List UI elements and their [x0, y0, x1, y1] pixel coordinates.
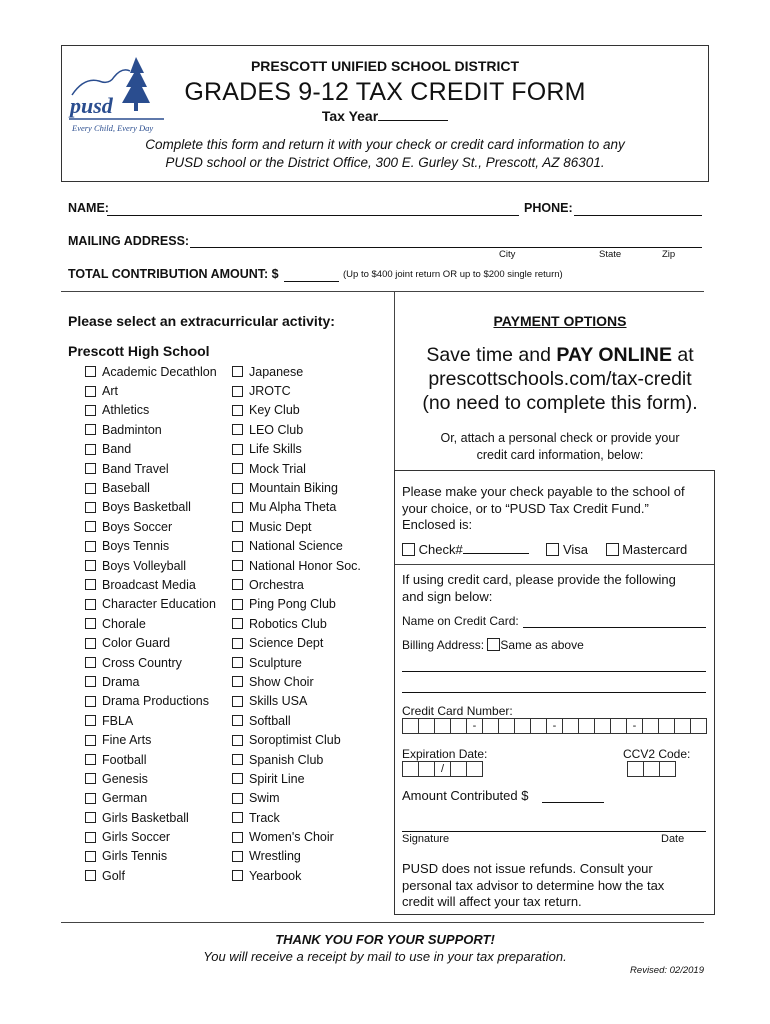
activity-checkbox[interactable]	[232, 676, 243, 687]
activity-label: Chorale	[102, 616, 146, 631]
card-number-label: Credit Card Number:	[402, 704, 513, 718]
activity-checkbox[interactable]	[232, 832, 243, 843]
activity-checkbox[interactable]	[85, 851, 96, 862]
activity-checkbox[interactable]	[232, 521, 243, 532]
revised-date: Revised: 02/2019	[630, 965, 704, 976]
activity-label: National Honor Soc.	[249, 558, 361, 573]
activity-label: Boys Tennis	[102, 539, 170, 554]
activity-label: Badminton	[102, 422, 162, 437]
activity-label: Boys Soccer	[102, 519, 173, 534]
ccv2-cells[interactable]	[627, 761, 675, 777]
activity-checkbox[interactable]	[85, 483, 96, 494]
activity-checkbox[interactable]	[85, 812, 96, 823]
activity-checkbox[interactable]	[232, 657, 243, 668]
payment-box	[394, 470, 715, 915]
activity-checkbox[interactable]	[85, 560, 96, 571]
contribution-label: TOTAL CONTRIBUTION AMOUNT: $	[68, 267, 279, 281]
billing-address-label: Billing Address:	[402, 638, 485, 652]
activity-checkbox[interactable]	[85, 657, 96, 668]
check-label: Check#	[418, 542, 463, 557]
activity-label: Golf	[102, 868, 125, 883]
activity-item[interactable]	[85, 575, 217, 594]
pay-online-text: PAY ONLINE	[556, 344, 672, 366]
activity-item[interactable]	[85, 362, 217, 381]
activity-label: Academic Decathlon	[102, 364, 217, 379]
tax-year-label: Tax Year	[321, 108, 379, 124]
billing-address-line-2[interactable]	[402, 692, 706, 693]
activity-item[interactable]	[85, 633, 217, 652]
activity-label: Drama	[102, 674, 140, 689]
activity-item[interactable]	[85, 750, 217, 769]
activity-item[interactable]	[85, 847, 217, 866]
activity-checkbox[interactable]	[85, 754, 96, 765]
activity-item[interactable]	[232, 459, 361, 478]
billing-address-line-1[interactable]	[402, 671, 706, 672]
activity-item[interactable]	[85, 866, 217, 885]
activity-item[interactable]	[85, 478, 217, 497]
activities-heading: Please select an extracurricular activity:	[68, 313, 335, 329]
activity-label: Character Education	[102, 597, 216, 612]
name-label: NAME:	[68, 201, 109, 215]
activity-item[interactable]	[232, 730, 361, 749]
payment-box-divider	[395, 564, 714, 565]
mastercard-checkbox[interactable]	[606, 543, 619, 556]
activity-label: Ping Pong Club	[249, 597, 336, 612]
activity-checkbox[interactable]	[85, 444, 96, 455]
amount-contributed-field[interactable]	[542, 802, 604, 803]
activity-item[interactable]	[232, 440, 361, 459]
activity-item[interactable]	[85, 614, 217, 633]
activity-item[interactable]	[232, 498, 361, 517]
activity-item[interactable]	[85, 692, 217, 711]
activity-checkbox[interactable]	[232, 599, 243, 610]
expiry-slash: /	[434, 761, 451, 777]
activity-item[interactable]	[232, 808, 361, 827]
activity-label: Soroptimist Club	[249, 733, 341, 748]
activity-label: FBLA	[102, 713, 134, 728]
activity-checkbox[interactable]	[232, 754, 243, 765]
activity-checkbox[interactable]	[85, 386, 96, 397]
check-number-field[interactable]	[463, 541, 529, 554]
card-dash: -	[626, 718, 643, 734]
phone-field[interactable]	[574, 215, 702, 216]
phone-label: PHONE:	[524, 201, 573, 215]
activity-item[interactable]	[85, 595, 217, 614]
activity-label: Baseball	[102, 481, 150, 496]
activity-item[interactable]	[85, 420, 217, 439]
payment-options-heading: PAYMENT OPTIONS	[493, 313, 627, 329]
amount-contributed-label: Amount Contributed $	[402, 788, 529, 803]
activity-label: Mountain Biking	[249, 481, 338, 496]
activity-label: Skills USA	[249, 694, 308, 709]
cc-line: If using credit card, please provide the following	[402, 572, 676, 587]
activity-checkbox[interactable]	[85, 424, 96, 435]
activity-label: Football	[102, 752, 147, 767]
check-checkbox[interactable]	[402, 543, 415, 556]
activity-checkbox[interactable]	[85, 405, 96, 416]
activity-checkbox[interactable]	[85, 696, 96, 707]
activity-checkbox[interactable]	[85, 638, 96, 649]
date-caption: Date	[661, 833, 685, 845]
activity-checkbox[interactable]	[232, 715, 243, 726]
activity-label: Sculpture	[249, 655, 302, 670]
refund-notice	[402, 861, 664, 911]
activity-checkbox[interactable]	[85, 870, 96, 881]
activity-item[interactable]	[85, 440, 217, 459]
instructions-line: PUSD school or the District Office, 300 E. Gurley St., Prescott, AZ 86301.	[165, 155, 605, 170]
zip-caption: Zip	[662, 249, 676, 260]
activity-checkbox[interactable]	[232, 386, 243, 397]
activity-label: Band Travel	[102, 461, 169, 476]
payable-line: Please make your check payable to the school of	[402, 484, 685, 499]
column-divider	[394, 291, 395, 470]
activity-label: Boys Basketball	[102, 500, 191, 515]
activity-item[interactable]	[232, 769, 361, 788]
signature-caption: Signature	[402, 833, 450, 845]
activity-item[interactable]	[232, 789, 361, 808]
activity-item[interactable]	[232, 633, 361, 652]
activity-label: Orchestra	[249, 577, 304, 592]
activity-label: Boys Volleyball	[102, 558, 187, 573]
activity-label: Genesis	[102, 771, 148, 786]
contribution-field[interactable]	[284, 281, 339, 282]
activity-label: Swim	[249, 791, 280, 806]
form-title: GRADES 9-12 TAX CREDIT FORM	[184, 78, 586, 106]
activity-checkbox[interactable]	[85, 579, 96, 590]
activity-checkbox[interactable]	[232, 773, 243, 784]
activity-checkbox[interactable]	[232, 405, 243, 416]
activity-checkbox[interactable]	[232, 618, 243, 629]
activity-item[interactable]	[85, 730, 217, 749]
receipt-text: You will receive a receipt by mail to use in your tax preparation.	[203, 949, 567, 964]
footer-divider	[61, 922, 704, 923]
name-on-card-label: Name on Credit Card:	[402, 614, 519, 628]
activity-checkbox[interactable]	[232, 793, 243, 804]
activity-list-column-1	[85, 362, 217, 886]
tax-year-field[interactable]	[378, 107, 448, 121]
activity-item[interactable]	[232, 847, 361, 866]
activity-label: Music Dept	[249, 519, 312, 534]
activity-label: National Science	[249, 539, 343, 554]
activity-item[interactable]	[232, 362, 361, 381]
mailing-address-field[interactable]	[190, 247, 702, 248]
activity-label: Girls Soccer	[102, 830, 171, 845]
activity-checkbox[interactable]	[232, 463, 243, 474]
activity-label: Women's Choir	[249, 830, 334, 845]
activity-checkbox[interactable]	[85, 735, 96, 746]
activity-label: German	[102, 791, 148, 806]
payable-line: Enclosed is:	[402, 517, 473, 532]
activity-label: Art	[102, 384, 118, 399]
activity-label: Spirit Line	[249, 771, 305, 786]
activity-item[interactable]	[85, 517, 217, 536]
activity-item[interactable]	[85, 381, 217, 400]
activity-checkbox[interactable]	[85, 832, 96, 843]
attach-line: Or, attach a personal check or provide your	[440, 431, 680, 445]
activity-checkbox[interactable]	[232, 502, 243, 513]
activity-checkbox[interactable]	[232, 696, 243, 707]
activity-checkbox[interactable]	[85, 502, 96, 513]
activity-label: Science Dept	[249, 636, 324, 651]
activity-item[interactable]	[85, 401, 217, 420]
activity-checkbox[interactable]	[85, 773, 96, 784]
payment-method-row	[402, 541, 712, 559]
mastercard-label: Mastercard	[622, 542, 688, 557]
signature-line[interactable]	[402, 831, 706, 832]
activity-label: Spanish Club	[249, 752, 324, 767]
contribution-note: (Up to $400 joint return OR up to $200 single return)	[343, 269, 563, 280]
attach-line: credit card information, below:	[476, 448, 644, 462]
activity-item[interactable]	[85, 827, 217, 846]
activity-checkbox[interactable]	[232, 483, 243, 494]
expiration-label: Expiration Date:	[402, 747, 488, 761]
activity-item[interactable]	[232, 556, 361, 575]
same-as-above-checkbox[interactable]	[487, 638, 500, 651]
activity-checkbox[interactable]	[85, 618, 96, 629]
refund-line: credit will affect your tax return.	[402, 894, 582, 909]
activity-checkbox[interactable]	[85, 599, 96, 610]
check-payable-text	[402, 484, 685, 534]
activity-checkbox[interactable]	[232, 424, 243, 435]
activity-label: Girls Basketball	[102, 810, 189, 825]
card-dash: -	[546, 718, 563, 734]
activity-checkbox[interactable]	[232, 366, 243, 377]
activity-item[interactable]	[85, 537, 217, 556]
activity-item[interactable]	[85, 672, 217, 691]
activity-label: Mu Alpha Theta	[249, 500, 337, 515]
activity-item[interactable]	[232, 517, 361, 536]
activity-label: Mock Trial	[249, 461, 306, 476]
card-dash: -	[466, 718, 483, 734]
activity-list-column-2	[232, 362, 361, 886]
activity-label: LEO Club	[249, 422, 304, 437]
activity-label: Life Skills	[249, 442, 302, 457]
card-number-cells[interactable]	[402, 718, 706, 734]
activity-checkbox[interactable]	[232, 870, 243, 881]
credit-card-instructions	[402, 572, 676, 605]
activity-label: Broadcast Media	[102, 577, 196, 592]
activity-item[interactable]	[232, 866, 361, 885]
activity-label: Athletics	[102, 403, 150, 418]
activity-item[interactable]	[232, 478, 361, 497]
activity-label: Wrestling	[249, 849, 301, 864]
activity-item[interactable]	[232, 653, 361, 672]
activity-checkbox[interactable]	[232, 638, 243, 649]
tax-year	[0, 107, 770, 124]
activity-checkbox[interactable]	[85, 463, 96, 474]
activity-item[interactable]	[85, 653, 217, 672]
activity-label: JROTC	[249, 384, 291, 399]
activity-checkbox[interactable]	[232, 812, 243, 823]
activity-label: Girls Tennis	[102, 849, 168, 864]
cc-line: and sign below:	[402, 588, 493, 604]
activity-item[interactable]	[232, 750, 361, 769]
billing-address-row	[402, 638, 584, 652]
payable-line: your choice, or to “PUSD Tax Credit Fund.”	[402, 500, 649, 516]
thank-you-text: THANK YOU FOR YOUR SUPPORT!	[275, 932, 495, 947]
activity-label: Robotics Club	[249, 616, 327, 631]
district-name: PRESCOTT UNIFIED SCHOOL DISTRICT	[250, 58, 520, 74]
activity-checkbox[interactable]	[85, 676, 96, 687]
activity-item[interactable]	[232, 595, 361, 614]
activity-label: Japanese	[249, 364, 304, 379]
activity-label: Softball	[249, 713, 291, 728]
activity-item[interactable]	[232, 401, 361, 420]
activity-checkbox[interactable]	[85, 366, 96, 377]
visa-checkbox[interactable]	[546, 543, 559, 556]
activity-label: Fine Arts	[102, 733, 152, 748]
activity-label: Show Choir	[249, 674, 314, 689]
activity-label: Track	[249, 810, 280, 825]
city-caption: City	[499, 249, 516, 260]
activity-checkbox[interactable]	[85, 521, 96, 532]
name-field[interactable]	[107, 215, 519, 216]
section-divider	[61, 291, 704, 292]
activity-checkbox[interactable]	[85, 541, 96, 552]
activity-label: Cross Country	[102, 655, 182, 670]
save-prefix: Save time and	[426, 344, 557, 366]
activity-label: Key Club	[249, 403, 300, 418]
pay-online-message	[400, 343, 720, 415]
expiration-cells[interactable]	[402, 761, 482, 777]
refund-line: PUSD does not issue refunds. Consult your	[402, 861, 653, 876]
activity-checkbox[interactable]	[232, 560, 243, 571]
activity-item[interactable]	[232, 672, 361, 691]
name-on-card-field[interactable]	[523, 627, 706, 628]
activity-item[interactable]	[85, 808, 217, 827]
instructions	[0, 136, 770, 172]
logo-tagline: Every Child, Every Day	[72, 123, 154, 133]
activity-item[interactable]	[232, 575, 361, 594]
refund-line: personal tax advisor to determine how the tax	[402, 877, 665, 893]
activity-checkbox[interactable]	[232, 579, 243, 590]
activity-item[interactable]	[85, 498, 217, 517]
instructions-line: Complete this form and return it with your check or credit card information to any	[145, 137, 625, 152]
pay-online-url[interactable]: prescottschools.com/tax-credit	[428, 368, 692, 390]
activity-item[interactable]	[232, 711, 361, 730]
activity-label: Band	[102, 442, 132, 457]
ccv2-label: CCV2 Code:	[623, 747, 691, 761]
activity-checkbox[interactable]	[232, 541, 243, 552]
no-need-text: (no need to complete this form).	[422, 392, 698, 414]
activity-item[interactable]	[85, 459, 217, 478]
activity-item[interactable]	[232, 381, 361, 400]
activity-item[interactable]	[85, 711, 217, 730]
pay-online-line	[400, 343, 720, 367]
activity-item[interactable]	[232, 537, 361, 556]
activity-checkbox[interactable]	[85, 793, 96, 804]
visa-label: Visa	[562, 542, 589, 557]
activity-item[interactable]	[85, 789, 217, 808]
activity-label: Yearbook	[249, 868, 302, 883]
activity-item[interactable]	[232, 420, 361, 439]
activity-item[interactable]	[232, 614, 361, 633]
attach-instructions	[400, 430, 720, 464]
activity-checkbox[interactable]	[232, 735, 243, 746]
mailing-address-label: MAILING ADDRESS:	[68, 234, 190, 248]
same-as-above-label: Same as above	[500, 638, 584, 652]
activity-item[interactable]	[232, 827, 361, 846]
save-suffix: at	[671, 344, 694, 366]
activity-item[interactable]	[232, 692, 361, 711]
activity-checkbox[interactable]	[232, 851, 243, 862]
activity-checkbox[interactable]	[85, 715, 96, 726]
activity-label: Drama Productions	[102, 694, 209, 709]
activity-checkbox[interactable]	[232, 444, 243, 455]
activity-item[interactable]	[85, 769, 217, 788]
logo-text: pusd	[70, 93, 113, 118]
activity-label: Color Guard	[102, 636, 171, 651]
school-name: Prescott High School	[68, 343, 210, 359]
activity-item[interactable]	[85, 556, 217, 575]
state-caption: State	[599, 249, 622, 260]
